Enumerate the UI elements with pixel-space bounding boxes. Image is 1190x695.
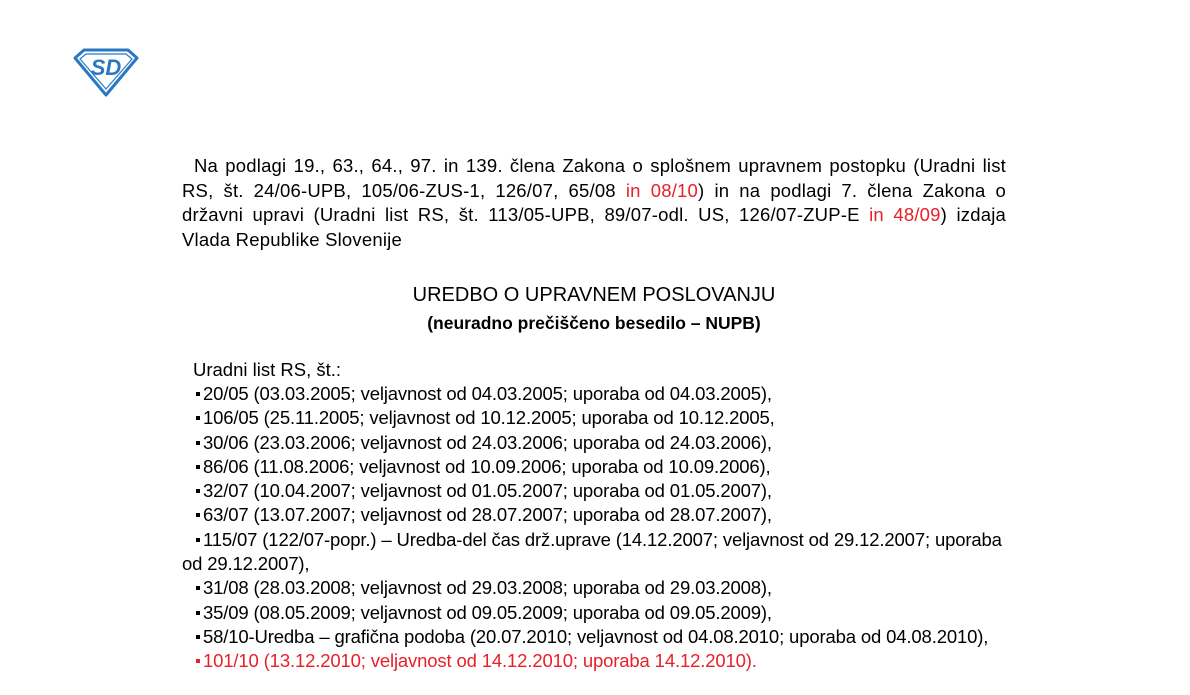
amendment-item: 20/05 (03.03.2005; veljavnost od 04.03.2005; uporaba od 04.03.2005), bbox=[182, 382, 1012, 406]
amendment-item: 31/08 (28.03.2008; veljavnost od 29.03.2008; uporaba od 29.03.2008), bbox=[182, 576, 1012, 600]
amendment-item: 106/05 (25.11.2005; veljavnost od 10.12.2005; uporaba od 10.12.2005, bbox=[182, 406, 1012, 430]
bullet-icon bbox=[196, 635, 200, 639]
gazette-label: Uradni list RS, št.: bbox=[193, 359, 342, 380]
preamble-amendment-2: in 48/09 bbox=[869, 204, 941, 226]
preamble-text-2: ) in na podlagi 7. člena Zakona o državni upravi (Uradni list RS, št. 113/05-UPB, 89/07-odl. US, 126/07-ZUP-E bbox=[182, 179, 1007, 226]
bullet-icon bbox=[196, 416, 200, 420]
bullet-icon bbox=[196, 513, 200, 517]
amendment-item: 58/10-Uredba – grafična podoba (20.07.2010; veljavnost od 04.08.2010; uporaba od 04.08.2010), bbox=[182, 625, 1012, 649]
amendment-item: 115/07 (122/07-popr.) – Uredba-del čas drž.uprave (14.12.2007; veljavnost od 29.12.2007; uporaba od 29.12.2007), bbox=[182, 528, 1002, 575]
logo-letters: SD bbox=[90, 55, 122, 80]
preamble-text-1: Na podlagi 19., 63., 64., 97. in 139. člena Zakona o splošnem upravnem postopku (Uradni list RS, št. 24/06-UPB, 105/06-ZUS-1, 126/07, 65/08 bbox=[182, 155, 1006, 201]
amendment-item: 30/06 (23.03.2006; veljavnost od 24.03.2006; uporaba od 24.03.2006), bbox=[182, 431, 1012, 455]
bullet-icon bbox=[196, 586, 200, 590]
preamble-paragraph bbox=[182, 154, 1006, 252]
preamble-amendment-1: in 08/10 bbox=[625, 179, 699, 201]
amendment-item: 86/06 (11.08.2006; veljavnost od 10.09.2006; uporaba od 10.09.2006), bbox=[182, 455, 1012, 479]
document-subtitle: (neuradno prečiščeno besedilo – NUPB) bbox=[427, 313, 761, 333]
amendment-item-latest: 101/10 (13.12.2010; veljavnost od 14.12.2010; uporaba 14.12.2010). bbox=[182, 649, 1012, 673]
bullet-icon bbox=[196, 538, 200, 542]
sd-shield-logo-icon bbox=[72, 46, 140, 98]
bullet-icon bbox=[196, 659, 200, 663]
bullet-icon bbox=[196, 465, 200, 469]
bullet-icon bbox=[196, 489, 200, 493]
document-title: UREDBO O UPRAVNEM POSLOVANJU bbox=[412, 284, 776, 306]
amendment-item: 63/07 (13.07.2007; veljavnost od 28.07.2007; uporaba od 28.07.2007), bbox=[182, 503, 1012, 527]
bullet-icon bbox=[196, 441, 200, 445]
bullet-icon bbox=[196, 392, 200, 396]
amendment-list bbox=[182, 382, 1012, 674]
preamble-text-3: ) izdaja Vlada Republike Slovenije bbox=[182, 204, 1006, 250]
bullet-icon bbox=[196, 611, 200, 615]
amendment-item: 32/07 (10.04.2007; veljavnost od 01.05.2007; uporaba od 01.05.2007), bbox=[182, 479, 1012, 503]
amendment-item: 35/09 (08.05.2009; veljavnost od 09.05.2009; uporaba od 09.05.2009), bbox=[182, 601, 1012, 625]
